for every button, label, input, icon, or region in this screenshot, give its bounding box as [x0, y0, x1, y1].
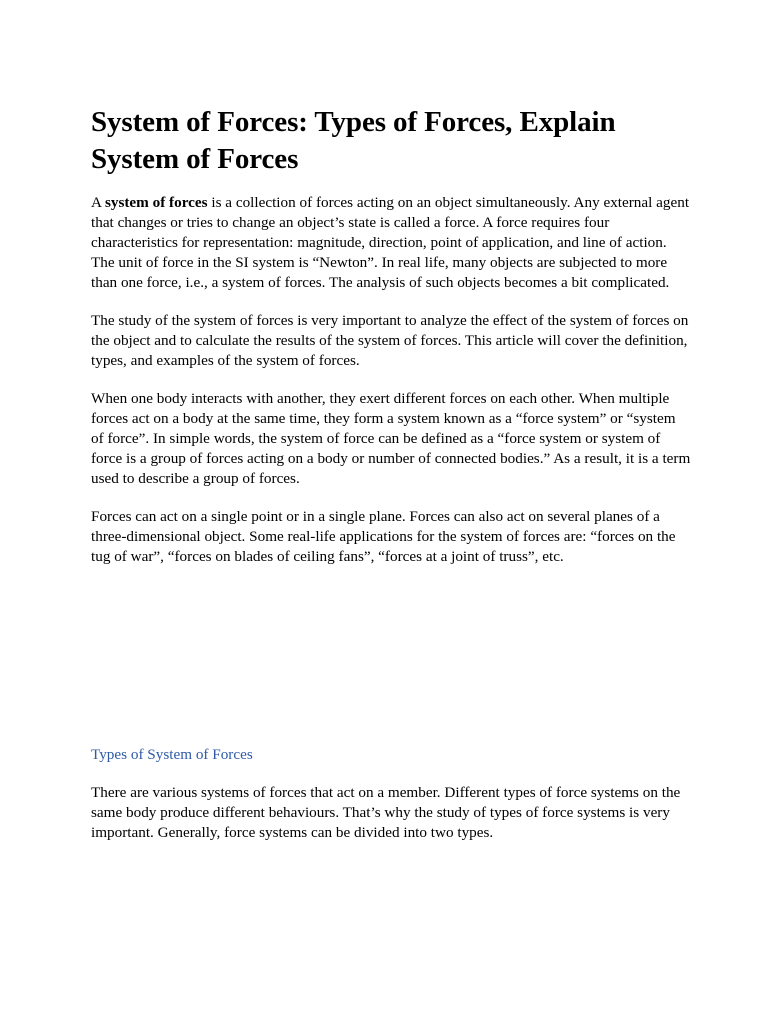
section-heading-types: Types of System of Forces: [91, 746, 253, 763]
paragraph-interaction: When one body interacts with another, they exert different forces on each other. When multiple forces act on a body at the same time, they form a system known as a “force system” or “system of force”. In simple words, the system of force can be defined as a “force system or system of force is a group of forces acting on a body or number of connected bodies.” As a result, it is a term used to describe a group of forces.: [91, 390, 691, 487]
page-title: System of Forces: Types of Forces, Explain System of Forces: [91, 106, 616, 175]
document-page: [91, 104, 691, 843]
intro-paragraph: [91, 193, 691, 293]
paragraph-applications: Forces can act on a single point or in a single plane. Forces can also act on several planes of a three-dimensional object. Some real-life applications for the system of forces are: “forces on the tug of war”, “forces on blades of ceiling fans”, “forces at a joint of truss”, etc.: [91, 508, 676, 565]
paragraph-types: There are various systems of forces that act on a member. Different types of force systems on the same body produce different behaviours. That’s why the study of types of force systems is very important. Generally, force systems can be divided into two types.: [91, 784, 681, 841]
intro-rest: is a collection of forces acting on an object simultaneously. Any external agent that changes or tries to change an object’s state is called a force. A force requires four characteristics for representation: magnitude, direction, point of application, and line of action. The unit of force in the SI system is “Newton”. In real life, many objects are subjected to more than one force, i.e., a system of forces. The analysis of such objects becomes a bit complicated.: [91, 194, 690, 291]
intro-bold-term: system of forces: [104, 194, 208, 211]
paragraph-study: The study of the system of forces is very important to analyze the effect of the system of forces on the object and to calculate the results of the system of forces. This article will cover the definition, types, and examples of the system of forces.: [91, 312, 689, 369]
intro-lead: A: [91, 194, 105, 211]
